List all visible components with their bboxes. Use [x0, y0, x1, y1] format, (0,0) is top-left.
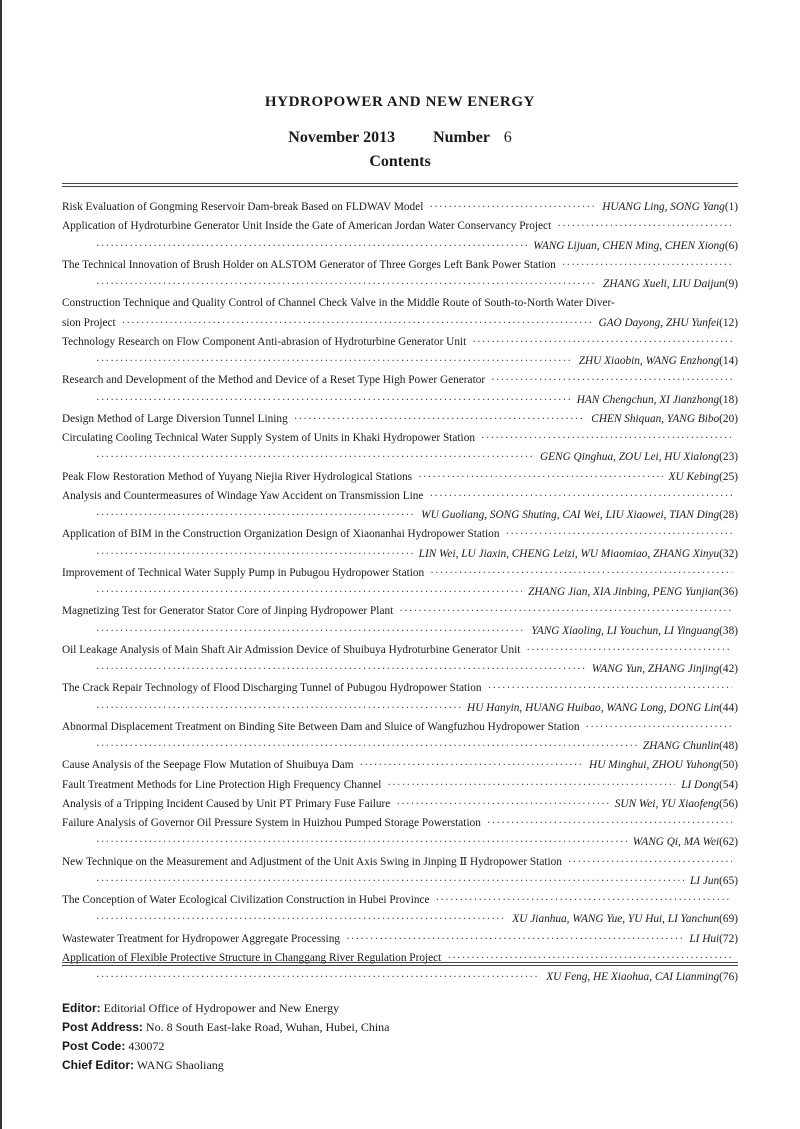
- toc-entry-authors: YANG Xiaoling, LI Youchun, LI Yinguang: [531, 624, 720, 637]
- toc-leader-dots: [562, 256, 732, 275]
- toc-entry-page: (44): [719, 701, 738, 714]
- toc-leader-dots: [360, 756, 584, 775]
- toc-line: [62, 371, 738, 390]
- toc-leader-dots: [430, 564, 732, 583]
- toc-entry-page: (18): [719, 393, 738, 406]
- toc-leader-dots: [96, 622, 525, 641]
- toc-leader-dots: [429, 487, 732, 506]
- toc-entry[interactable]: [62, 853, 738, 892]
- toc-line: [62, 833, 738, 852]
- toc-entry-authors: SUN Wei, YU Xiaofeng: [614, 797, 720, 810]
- toc-entry-title: Peak Flow Restoration Method of Yuyang Niejia River Hydrological Stations: [62, 470, 413, 483]
- toc-entry-page: (65): [719, 874, 738, 887]
- toc-entry[interactable]: [62, 468, 738, 487]
- journal-title: HYDROPOWER AND NEW ENERGY: [264, 94, 536, 110]
- toc-entry[interactable]: [62, 429, 738, 468]
- toc-line: [62, 525, 738, 544]
- toc-leader-dots: [505, 525, 732, 544]
- toc-entry-authors: HAN Chengchun, XI Jianzhong: [576, 393, 720, 406]
- toc-line: [62, 448, 738, 467]
- toc-leader-dots: [472, 333, 732, 352]
- toc-entry-page: (36): [719, 586, 738, 598]
- toc-entry-page: (6): [724, 239, 738, 252]
- toc-entry-page: (1): [724, 201, 738, 213]
- toc-entry-page: (48): [719, 740, 738, 752]
- toc-entry-page: (25): [719, 470, 738, 483]
- toc-entry-title: Construction Technique and Quality Control of Channel Check Valve in the Middle Route of South-to-North Water Diver-: [62, 297, 615, 310]
- toc-line: [62, 564, 738, 583]
- toc-leader-dots: [96, 583, 522, 602]
- toc-entry-authors: ZHANG Jian, XIA Jinbing, PENG Yunjian: [528, 586, 720, 598]
- toc-entry-title: Cause Analysis of the Seepage Flow Mutation of Shuibuya Dam: [62, 759, 354, 772]
- toc-leader-dots: [96, 391, 571, 410]
- toc-entry-authors: WANG Qi, MA Wei: [632, 836, 720, 849]
- toc-leader-dots: [586, 718, 732, 737]
- footer-address: Post Address: No. 8 South East-lake Road, Wuhan, Hubei, China: [62, 1020, 390, 1034]
- toc-entry-title: Abnormal Displacement Treatment on Binding Site Between Dam and Sluice of Wangfuzhou Hydropower Station: [62, 720, 580, 733]
- toc-entry[interactable]: [62, 333, 738, 372]
- toc-entry-authors: WANG Yun, ZHANG Jinjing: [591, 663, 720, 675]
- toc-line: [62, 602, 738, 621]
- toc-leader-dots: [122, 314, 593, 333]
- toc-entry-authors: LI Dong: [681, 778, 720, 791]
- toc-line: [62, 776, 738, 795]
- toc-entry-authors: GAO Dayong, ZHU Yunfei: [598, 316, 720, 329]
- toc-leader-dots: [488, 679, 732, 698]
- toc-line: [62, 795, 738, 814]
- footer-editor: Editor: Editorial Office of Hydropower and New Energy: [62, 1001, 340, 1015]
- contents-heading: Contents: [369, 153, 431, 170]
- toc-entry[interactable]: [62, 602, 738, 641]
- toc-entry-page: (72): [719, 932, 738, 945]
- toc-leader-dots: [429, 198, 596, 217]
- toc-entry-title: Analysis of a Tripping Incident Caused by Unit PT Primary Fuse Failure: [62, 797, 391, 810]
- toc-entry-title: Wastewater Treatment for Hydropower Aggregate Processing: [62, 932, 340, 945]
- toc-line: [62, 217, 738, 236]
- toc-entry-authors: HU Hanyin, HUANG Huibao, WANG Long, DONG Lin: [467, 701, 720, 714]
- toc-entry[interactable]: [62, 718, 738, 757]
- toc-entry-authors: GENG Qinghua, ZOU Lei, HU Xialong: [539, 451, 720, 464]
- toc-leader-dots: [96, 448, 534, 467]
- toc-line: [62, 853, 738, 872]
- toc-entry-authors: ZHANG Xueli, LIU Daijun: [603, 278, 725, 290]
- toc-line: [62, 641, 738, 660]
- toc-entry-title: Design Method of Large Diversion Tunnel Lining: [62, 412, 288, 425]
- bottom-rule-inner: [62, 965, 738, 966]
- toc-entry-page: (20): [719, 412, 738, 425]
- toc-line: [62, 968, 738, 987]
- toc-line: [62, 660, 738, 679]
- issue-number: 6: [503, 129, 512, 146]
- toc-entry-authors: XU Jianhua, WANG Yue, YU Hui, LI Yanchun: [512, 913, 720, 926]
- toc-leader-dots: [418, 468, 663, 487]
- toc-entry[interactable]: [62, 198, 738, 217]
- toc-entry-page: (23): [719, 451, 738, 464]
- toc-entry-authors: LI Hui: [689, 932, 720, 945]
- toc-line: [62, 410, 738, 429]
- toc-leader-dots: [96, 872, 684, 891]
- toc-entry[interactable]: [62, 891, 738, 930]
- footer-info: [62, 999, 390, 1075]
- toc-line: [62, 294, 738, 313]
- toc-entry-page: (50): [719, 759, 738, 772]
- toc-line: [62, 737, 738, 756]
- toc-entry-authors: LI Jun: [689, 874, 720, 887]
- toc-entry-page: (62): [719, 836, 738, 849]
- toc-entry[interactable]: [62, 217, 738, 256]
- toc-entry-title: The Conception of Water Ecological Civilization Construction in Hubei Province: [62, 894, 430, 906]
- toc-leader-dots: [294, 410, 586, 429]
- toc-entry[interactable]: [62, 525, 738, 564]
- toc-entry-title: Application of Hydroturbine Generator Unit Inside the Gate of American Jordan Water Conservancy Project: [62, 220, 552, 233]
- toc-entry-page: (38): [719, 624, 738, 637]
- toc-entry[interactable]: [62, 756, 738, 775]
- toc-leader-dots: [96, 545, 413, 564]
- toc-line: [62, 275, 738, 294]
- toc-line: [62, 910, 738, 929]
- toc-leader-dots: [96, 506, 415, 525]
- toc-entry-authors: HUANG Ling, SONG Yang: [602, 201, 725, 213]
- issue-number-label: Number: [433, 129, 490, 146]
- top-rule: [62, 183, 738, 184]
- toc-entry-page: (76): [719, 971, 738, 983]
- toc-entry-title: Application of Flexible Protective Structure in Changgang River Regulation Project: [62, 951, 442, 964]
- toc-leader-dots: [96, 737, 637, 756]
- toc-line: [62, 198, 738, 217]
- toc-entry-title: Application of BIM in the Construction Organization Design of Xiaonanhai Hydropower Station: [62, 528, 500, 541]
- toc-line: [62, 679, 738, 698]
- toc-leader-dots: [481, 429, 732, 448]
- toc-line: [62, 545, 738, 564]
- toc-entry[interactable]: [62, 487, 738, 526]
- toc-entry[interactable]: [62, 410, 738, 429]
- toc-entry-authors: WANG Lijuan, CHEN Ming, CHEN Xiong: [533, 239, 725, 252]
- toc-entry-authors: XU Feng, HE Xiaohua, CAI Lianming: [546, 971, 720, 983]
- toc-line: [62, 622, 738, 641]
- top-rule-inner: [62, 186, 738, 187]
- toc-entry-page: (69): [719, 913, 738, 926]
- toc-leader-dots: [96, 275, 597, 294]
- toc-line: [62, 756, 738, 775]
- toc-entry-authors: XU Kebing: [668, 470, 720, 483]
- toc-entry-title: Technology Research on Flow Component Anti-abrasion of Hydroturbine Generator Unit: [62, 335, 467, 348]
- toc-line: [62, 487, 738, 506]
- toc-entry-page: (12): [719, 316, 738, 329]
- bottom-rule: [62, 962, 738, 963]
- toc-leader-dots: [436, 891, 732, 910]
- toc-line: [62, 718, 738, 737]
- toc-leader-dots: [557, 217, 732, 236]
- toc-entry[interactable]: [62, 776, 738, 795]
- toc-leader-dots: [96, 699, 461, 718]
- toc-line: [62, 391, 738, 410]
- toc-entry-title: New Technique on the Measurement and Adjustment of the Unit Axis Swing in Jinping Ⅱ Hydropower Station: [62, 855, 562, 868]
- toc-line: [62, 583, 738, 602]
- toc-line: [62, 699, 738, 718]
- toc-entry-page: (32): [719, 547, 738, 560]
- issue-line: [0, 129, 800, 147]
- toc-line: [62, 872, 738, 891]
- footer-post-code: Post Code: 430072: [62, 1039, 165, 1053]
- toc-line: [62, 468, 738, 487]
- toc-entry[interactable]: [62, 795, 738, 814]
- table-of-contents: [62, 198, 738, 987]
- toc-entry-authors: ZHU Xiaobin, WANG Enzhong: [578, 355, 720, 367]
- toc-entry-page: (28): [719, 509, 738, 521]
- toc-line: [62, 333, 738, 352]
- toc-entry[interactable]: [62, 256, 738, 295]
- toc-entry-title: The Crack Repair Technology of Flood Discharging Tunnel of Pubugou Hydropower Station: [62, 682, 482, 695]
- toc-line: [62, 256, 738, 275]
- toc-leader-dots: [396, 795, 608, 814]
- toc-line: [62, 891, 738, 910]
- toc-leader-dots: [568, 853, 732, 872]
- toc-entry[interactable]: [62, 294, 738, 333]
- footer-chief-editor: Chief Editor: WANG Shaoliang: [62, 1058, 224, 1072]
- toc-leader-dots: [491, 371, 732, 390]
- toc-entry-page: (14): [719, 355, 738, 367]
- toc-entry-title-continued: sion Project: [62, 316, 116, 329]
- toc-line: [62, 506, 738, 525]
- toc-entry-title: Oil Leakage Analysis of Main Shaft Air Admission Device of Shuibuya Hydroturbine Generator Unit: [62, 643, 521, 656]
- toc-entry-page: (42): [719, 663, 738, 675]
- toc-entry-title: Magnetizing Test for Generator Stator Core of Jinping Hydropower Plant: [62, 605, 394, 618]
- toc-entry[interactable]: [62, 679, 738, 718]
- toc-line: [62, 814, 738, 833]
- toc-line: [62, 429, 738, 448]
- toc-line: [62, 237, 738, 256]
- toc-entry-page: (9): [724, 278, 738, 290]
- toc-entry-title: The Technical Innovation of Brush Holder on ALSTOM Generator of Three Gorges Left Bank Power Station: [62, 258, 556, 271]
- toc-entry[interactable]: [62, 930, 738, 949]
- toc-leader-dots: [96, 237, 527, 256]
- toc-entry-title: Failure Analysis of Governor Oil Pressure System in Huizhou Pumped Storage Powerstation: [62, 817, 481, 829]
- toc-entry-title: Risk Evaluation of Gongming Reservoir Dam-break Based on FLDWAV Model: [62, 201, 424, 213]
- toc-entry-title: Analysis and Countermeasures of Windage Yaw Accident on Transmission Line: [62, 489, 424, 502]
- toc-entry[interactable]: [62, 564, 738, 603]
- toc-entry-authors: HU Minghui, ZHOU Yuhong: [589, 759, 720, 772]
- toc-entry[interactable]: [62, 949, 738, 988]
- toc-entry[interactable]: [62, 641, 738, 680]
- toc-leader-dots: [526, 641, 732, 660]
- toc-leader-dots: [96, 910, 506, 929]
- toc-entry[interactable]: [62, 371, 738, 410]
- toc-entry-title: Improvement of Technical Water Supply Pump in Pubugou Hydropower Station: [62, 566, 425, 579]
- toc-entry-authors: WU Guoliang, SONG Shuting, CAI Wei, LIU Xiaowei, TIAN Ding: [421, 509, 720, 521]
- toc-line: [62, 930, 738, 949]
- toc-leader-dots: [96, 660, 586, 679]
- toc-line: [62, 314, 738, 333]
- toc-entry-title: Fault Treatment Methods for Line Protection High Frequency Channel: [62, 778, 382, 791]
- toc-entry-page: (54): [719, 778, 738, 791]
- issue-month-year: November 2013: [288, 129, 396, 146]
- toc-leader-dots: [96, 352, 573, 371]
- toc-entry-page: (56): [719, 797, 738, 810]
- toc-entry-authors: LIN Wei, LU Jiaxin, CHENG Leizi, WU Miaomiao, ZHANG Xinyu: [418, 547, 720, 560]
- toc-line: [62, 352, 738, 371]
- toc-leader-dots: [387, 776, 675, 795]
- toc-leader-dots: [346, 930, 683, 949]
- toc-entry-title: Research and Development of the Method and Device of a Reset Type High Power Generator: [62, 374, 486, 387]
- toc-entry-authors: ZHANG Chunlin: [642, 740, 720, 752]
- toc-leader-dots: [487, 814, 732, 833]
- toc-entry-authors: CHEN Shiquan, YANG Bibo: [591, 412, 720, 425]
- toc-entry[interactable]: [62, 814, 738, 853]
- toc-leader-dots: [96, 968, 540, 987]
- toc-entry-title: Circulating Cooling Technical Water Supply System of Units in Khaki Hydropower Station: [62, 432, 475, 444]
- toc-leader-dots: [399, 602, 732, 621]
- toc-leader-dots: [96, 833, 627, 852]
